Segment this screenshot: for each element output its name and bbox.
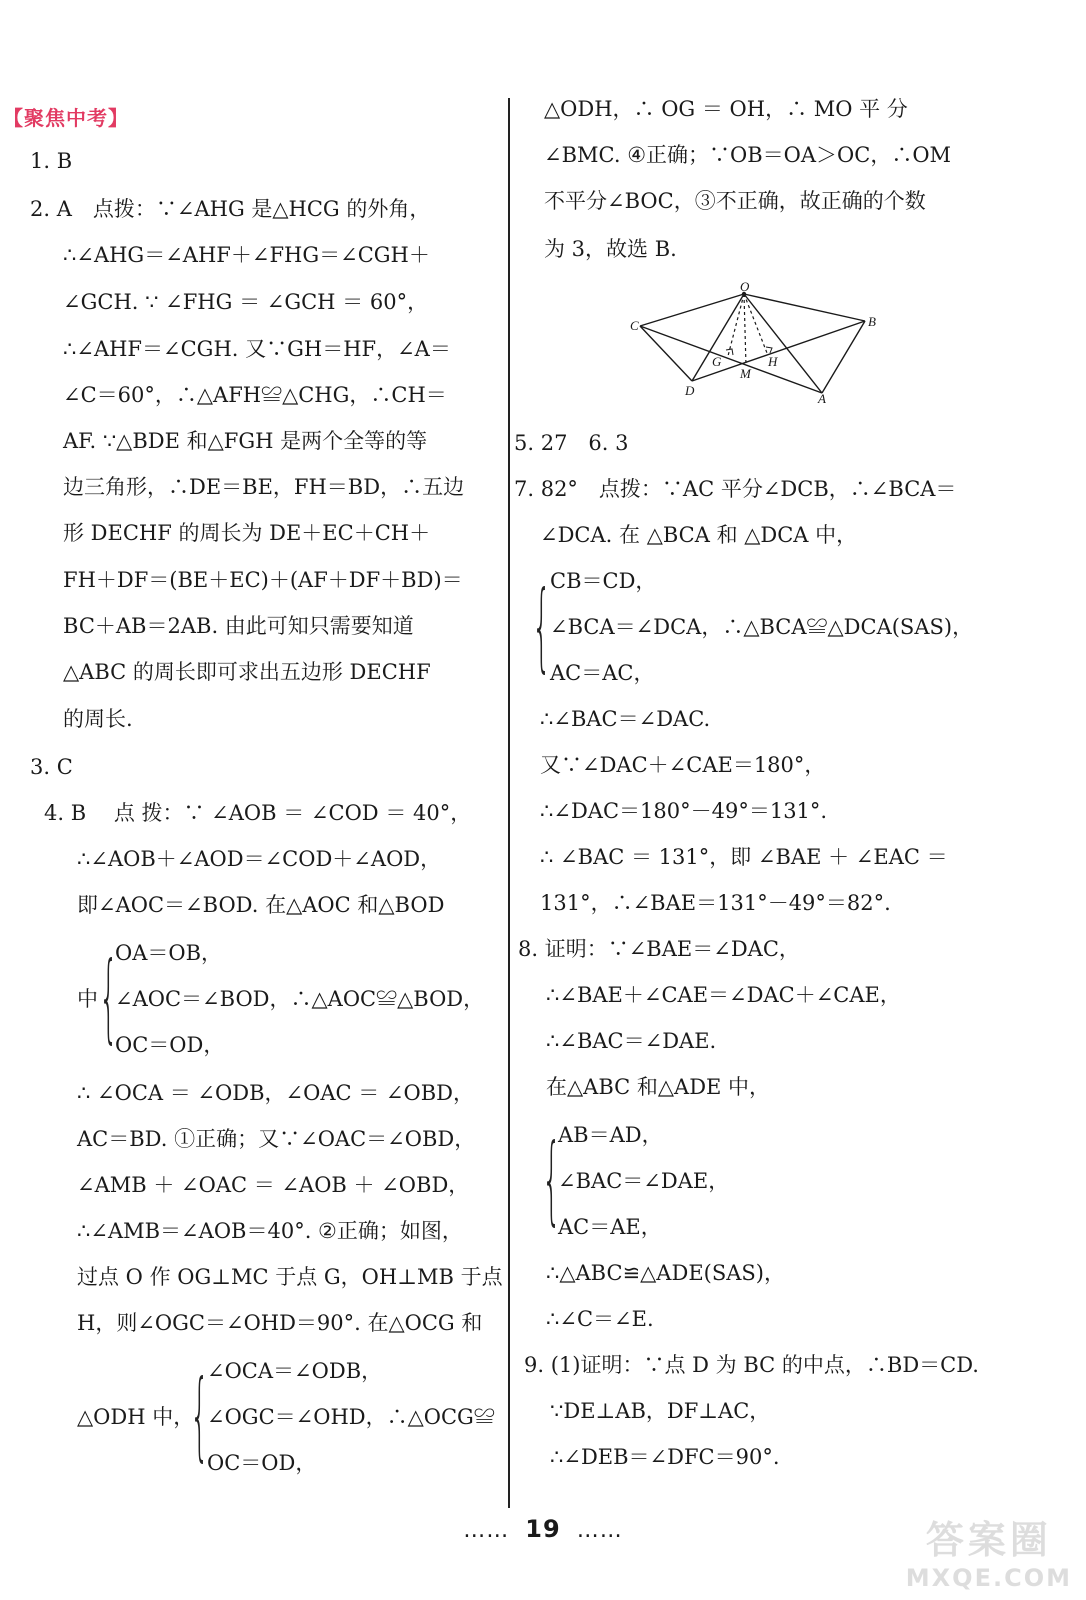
- answer-2-line-4: ∴∠AHF＝∠CGH. 又∵GH＝HF，∠A＝: [63, 337, 451, 361]
- answer-7-line-2: ∠DCA. 在 △BCA 和 △DCA 中，: [540, 523, 858, 547]
- system-7-row-2: ∠BCA＝∠DCA，∴△BCA≌△DCA(SAS)，: [550, 615, 974, 639]
- right-angle-mark-g: [726, 349, 733, 355]
- answer-8-line-2: ∴∠BAE＋∠CAE＝∠DAC＋∠CAE，: [546, 983, 901, 1007]
- label-g: G: [712, 354, 722, 369]
- system-4b-brace: {: [190, 1362, 210, 1474]
- answer-4-line-2: ∴∠AOB＋∠AOD＝∠COD＋∠AOD，: [77, 847, 442, 871]
- answer-4-line-7: ∴∠AMB＝∠AOB＝40°. ②正确；如图，: [77, 1219, 463, 1243]
- answer-8-line-4: 在△ABC 和△ADE 中，: [546, 1075, 771, 1099]
- dashed-om: [744, 294, 746, 366]
- segment-cd: [640, 326, 692, 381]
- answer-8-line-1: 8. 证明：∵∠BAE＝∠DAC，: [518, 937, 800, 961]
- system-4b-row-3: OC＝OD，: [207, 1451, 317, 1475]
- footer-dots-left: ……: [463, 1518, 510, 1543]
- answer-4-line-8: 过点 O 作 OG⊥MC 于点 G，OH⊥MB 于点: [77, 1265, 503, 1289]
- answer-4-line-4: ∴ ∠OCA ＝ ∠ODB，∠OAC ＝ ∠OBD，: [77, 1081, 474, 1105]
- answer-9-line-2: ∵DE⊥AB，DF⊥AC，: [550, 1399, 771, 1423]
- segment-ba: [822, 321, 865, 393]
- answers-5-6: 5. 27 6. 3: [514, 431, 629, 455]
- answer-1: 1. B: [30, 149, 73, 173]
- system-4b-row-2: ∠OGC＝∠OHD，∴△OCG≌: [207, 1405, 495, 1429]
- page-number: 19: [525, 1515, 561, 1543]
- system-7-row-3: AC＝AC，: [550, 661, 655, 685]
- section-tag: 【聚焦中考】: [3, 106, 129, 130]
- answer-4-cont-1: △ODH，∴ OG ＝ OH，∴ MO 平 分: [544, 97, 908, 121]
- answer-4-cont-3: 不平分∠BOC，③不正确，故正确的个数: [544, 189, 926, 213]
- system-4b-row-1: ∠OCA＝∠ODB，: [207, 1359, 383, 1383]
- answer-7-line-5: ∴∠DAC＝180°－49°＝131°.: [540, 799, 828, 823]
- watermark: [906, 1509, 1072, 1592]
- label-o: O: [740, 282, 750, 294]
- label-d: D: [685, 383, 695, 398]
- answer-2-line-8: 形 DECHF 的周长为 DE＋EC＋CH＋: [63, 521, 431, 545]
- answer-2-line-11: △ABC 的周长即可求出五边形 DECHF: [63, 660, 431, 684]
- answer-9-line-3: ∴∠DEB＝∠DFC＝90°.: [550, 1445, 780, 1469]
- answer-7-line-7: 131°，∴∠BAE＝131°－49°＝82°.: [540, 891, 891, 915]
- segment-bd: [692, 321, 865, 381]
- dashed-oh: [744, 294, 767, 353]
- answer-2-line-6: AF. ∵△BDE 和△FGH 是两个全等的等: [63, 429, 428, 453]
- label-a: A: [818, 391, 826, 406]
- answer-4-line-6: ∠AMB ＋ ∠OAC ＝ ∠AOB ＋ ∠OBD，: [77, 1173, 470, 1197]
- label-c: C: [630, 318, 639, 333]
- answer-4-cont-2: ∠BMC. ④正确；∵OB＝OA＞OC，∴OM: [544, 143, 952, 167]
- system-4b-prefix: △ODH 中，: [77, 1405, 195, 1429]
- answer-2-line-7: 边三角形，∴DE＝BE，FH＝BD，∴五边: [63, 475, 465, 499]
- system-4a-prefix: 中: [77, 987, 98, 1011]
- column-divider: [508, 98, 510, 1508]
- answer-4-cont-4: 为 3，故选 B.: [544, 237, 677, 261]
- system-8-brace: {: [542, 1126, 562, 1238]
- answer-4-line-5: AC＝BD. ①正确；又∵∠OAC＝∠OBD，: [77, 1127, 476, 1151]
- system-4a-row-2: ∠AOC＝∠BOD，∴△AOC≌△BOD，: [115, 987, 485, 1011]
- system-4a-row-1: OA＝OB，: [115, 941, 223, 965]
- answer-4-line-3: 即∠AOC＝∠BOD. 在△AOC 和△BOD: [77, 893, 445, 917]
- answer-8-line-5: ∴△ABC≌△ADE(SAS)，: [546, 1261, 785, 1285]
- answer-2-line-10: BC＋AB＝2AB. 由此可知只需要知道: [63, 614, 414, 638]
- answer-7-line-6: ∴ ∠BAC ＝ 131°，即 ∠BAE ＋ ∠EAC ＝: [540, 845, 948, 869]
- answer-2-line-2: ∴∠AHG＝∠AHF＋∠FHG＝∠CGH＋: [63, 243, 430, 267]
- answer-2-line-9: FH＋DF＝(BE＋EC)＋(AF＋DF＋BD)＝: [63, 568, 463, 592]
- system-4a-brace: {: [99, 944, 119, 1056]
- answer-3: 3. C: [30, 755, 73, 779]
- system-4a-row-3: OC＝OD，: [115, 1033, 225, 1057]
- system-8-row-2: ∠BAC＝∠DAE，: [558, 1169, 730, 1193]
- label-b: B: [868, 314, 876, 329]
- answer-9-line-1: 9. (1)证明：∵点 D 为 BC 的中点，∴BD＝CD.: [524, 1353, 979, 1377]
- footer-dots-right: ……: [576, 1518, 623, 1543]
- answer-7-line-1: 7. 82° 点拨：∵AC 平分∠DCB，∴∠BCA＝: [514, 477, 957, 501]
- answer-4-line-1: 4. B 点 拨：∵ ∠AOB ＝ ∠COD ＝ 40°，: [44, 801, 472, 825]
- label-m: M: [740, 366, 751, 381]
- answer-4-line-9: H，则∠OGC＝∠OHD＝90°. 在△OCG 和: [77, 1311, 483, 1335]
- answer-7-line-4: 又∵∠DAC＋∠CAE＝180°，: [540, 753, 826, 777]
- answer-8-line-6: ∴∠C＝∠E.: [546, 1307, 654, 1331]
- watermark-url: MXQE.COM: [905, 1564, 1072, 1592]
- label-h: H: [768, 354, 778, 369]
- answer-2-line-12: 的周长.: [63, 707, 133, 731]
- answer-2-line-5: ∠C＝60°，∴△AFH≌△CHG，∴CH＝: [63, 383, 447, 407]
- geometry-figure: [630, 282, 890, 406]
- system-8-row-1: AB＝AD，: [558, 1123, 663, 1147]
- answer-8-line-3: ∴∠BAC＝∠DAE.: [546, 1029, 717, 1053]
- answer-7-line-3: ∴∠BAC＝∠DAC.: [540, 707, 711, 731]
- system-7-row-1: CB＝CD，: [550, 569, 657, 593]
- answer-2-line-1: 2. A 点拨：∵∠AHG 是△HCG 的外角，: [30, 197, 431, 221]
- answer-2-line-3: ∠GCH. ∵ ∠FHG ＝ ∠GCH ＝ 60°，: [63, 290, 429, 314]
- segment-ca: [640, 326, 822, 393]
- system-8-row-3: AC＝AE，: [558, 1215, 662, 1239]
- watermark-logo-text: 答案圈: [925, 1518, 1052, 1562]
- system-7-brace: {: [532, 573, 552, 685]
- dashed-og: [728, 294, 744, 356]
